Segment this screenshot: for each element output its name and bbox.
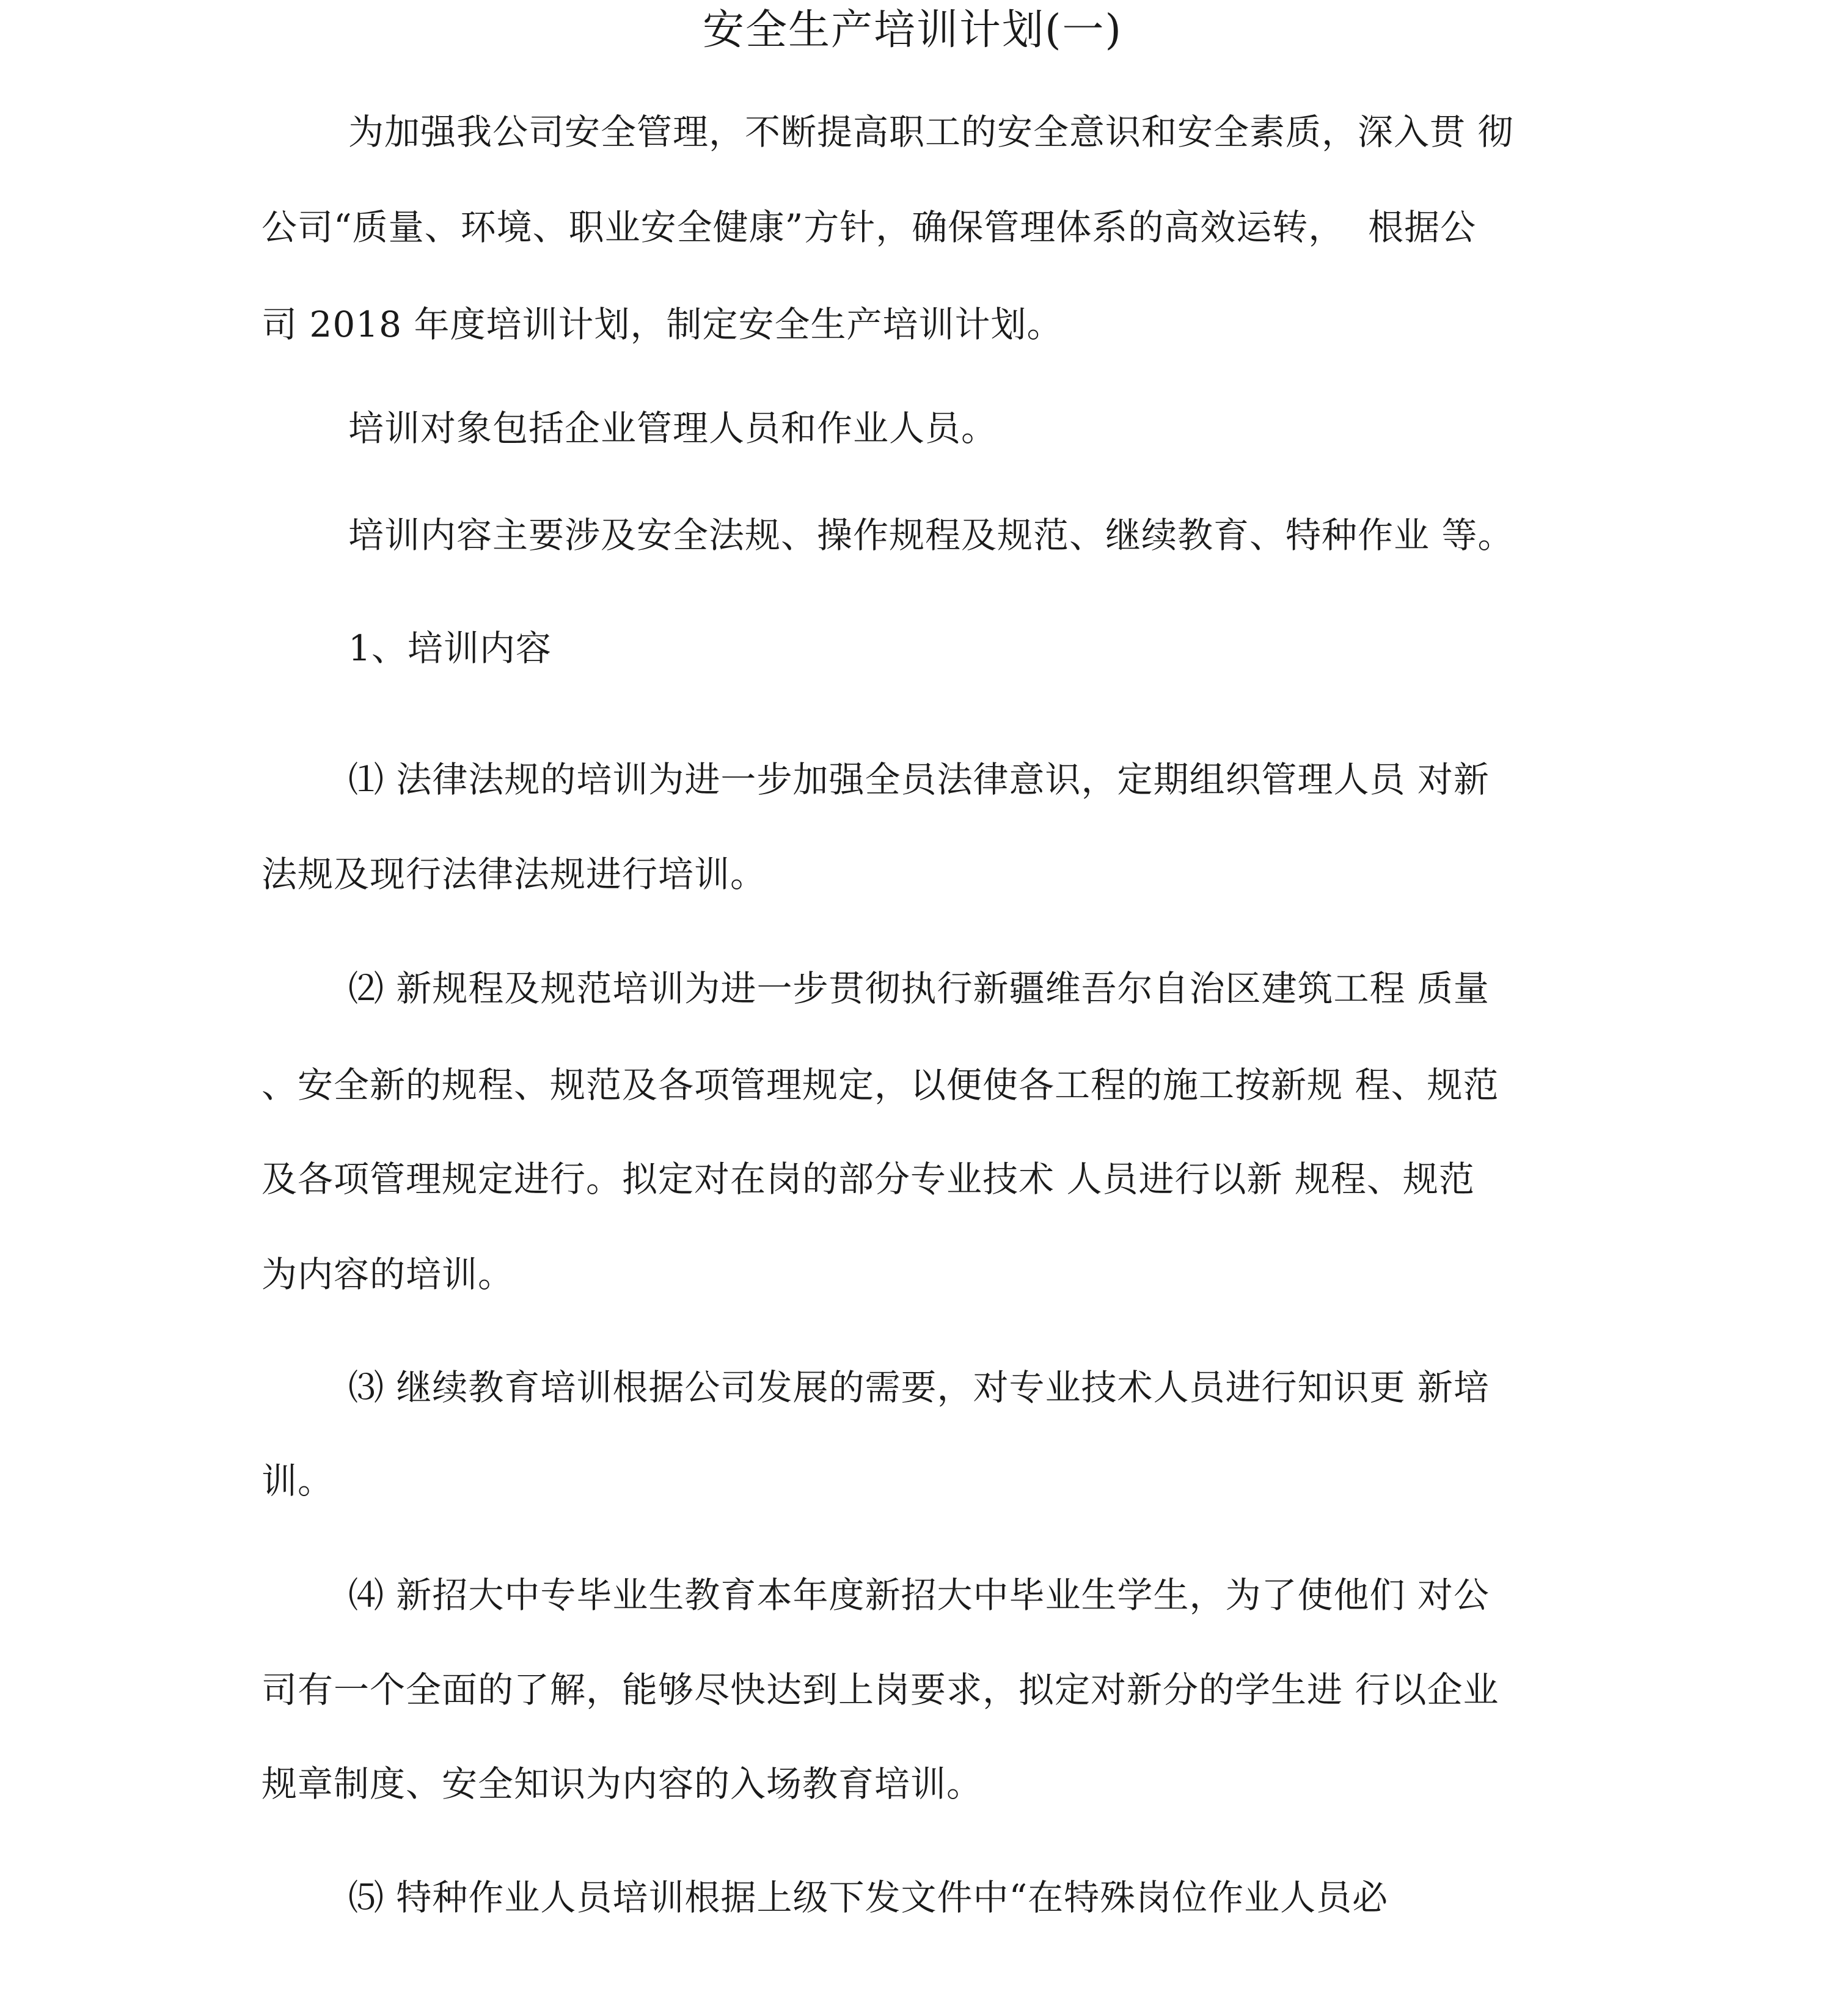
body-line: 司 2018 年度培训计划，制定安全生产培训计划。	[261, 304, 1063, 345]
body-line: ⑸ 特种作业人员培训根据上级下发文件中“在特殊岗位作业人员必	[348, 1877, 1389, 1918]
body-line: 为内容的培训。	[261, 1254, 514, 1295]
body-line: ⑴ 法律法规的培训为进一步加强全员法律意识，定期组织管理人员 对新	[348, 759, 1490, 800]
body-line: 培训内容主要涉及安全法规、操作规程及规范、继续教育、特种作业 等。	[348, 514, 1514, 556]
body-line: 培训对象包括企业管理人员和作业人员。	[348, 407, 998, 449]
body-line: 司有一个全面的了解，能够尽快达到上岗要求，拟定对新分的学生进 行以企业	[261, 1669, 1499, 1711]
body-line: 为加强我公司安全管理，不断提高职工的安全意识和安全素质，深入贯 彻	[348, 111, 1514, 153]
body-line: ⑷ 新招大中专毕业生教育本年度新招大中毕业生学生，为了使他们 对公	[348, 1574, 1490, 1616]
body-line: 、安全新的规程、规范及各项管理规定，以便使各工程的施工按新规 程、规范	[261, 1064, 1499, 1106]
body-line: 及各项管理规定进行。拟定对在岗的部分专业技术 人员进行以新 规程、规范	[261, 1158, 1475, 1200]
body-line: 规章制度、安全知识为内容的入场教育培训。	[261, 1763, 983, 1805]
body-line: ⑵ 新规程及规范培训为进一步贯彻执行新疆维吾尔自治区建筑工程 质量	[348, 968, 1490, 1009]
section-heading: 1、培训内容	[348, 627, 552, 669]
body-line: ⑶ 继续教育培训根据公司发展的需要，对专业技术人员进行知识更 新培	[348, 1367, 1490, 1408]
body-line: 法规及现行法律法规进行培训。	[261, 853, 767, 895]
body-line: 公司“质量、环境、职业安全健康”方针，确保管理体系的高效运转， 根据公	[261, 206, 1477, 248]
body-line: 训。	[261, 1460, 334, 1502]
document-title: 安全生产培训计划(一)	[702, 6, 1123, 54]
